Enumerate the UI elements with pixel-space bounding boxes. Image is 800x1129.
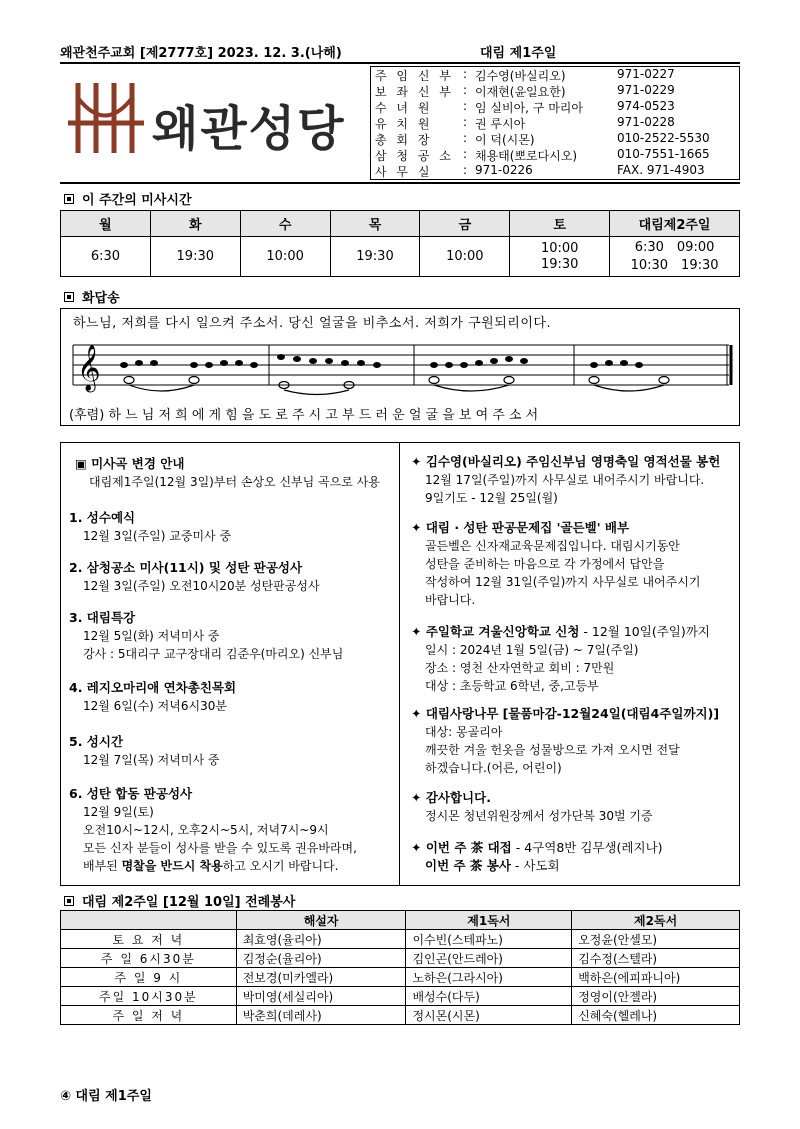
- notice-line: 장소 : 영천 산자연학교 회비 : 7만원: [425, 661, 615, 675]
- notice-title: 6. 성탄 합동 판공성사: [69, 786, 193, 801]
- mass-times-title: 이 주간의 미사시간: [82, 193, 192, 208]
- notice-line: 9일기도 - 12월 25일(월): [425, 491, 558, 505]
- second-reader: 백하은(에피파니아): [572, 968, 740, 987]
- commentator: 전보경(미카엘라): [236, 968, 406, 987]
- first-reader: 정시몬(시몬): [406, 1006, 572, 1025]
- day-header: 금: [420, 211, 510, 237]
- notice-item: [69, 559, 320, 595]
- bulletin-header: [60, 40, 740, 62]
- notice-item: [411, 789, 653, 825]
- liturgy-title: 대림 제2주일 [12월 10일] 전례봉사: [82, 895, 296, 910]
- notice-item: [411, 519, 700, 609]
- second-reader: 정영이(안젤라): [572, 987, 740, 1006]
- commentator: 박춘희(데레사): [236, 1006, 406, 1025]
- day-header: 목: [330, 211, 420, 237]
- notice-line: 강사 : 5대리구 교구장대리 김준우(마리오) 신부님: [83, 647, 344, 661]
- notice-item: [411, 623, 710, 695]
- staff-tel: 974-0523: [617, 99, 675, 113]
- notice-title: ✦ 대림 · 성탄 판공문제집 '골든벨' 배부: [411, 520, 630, 535]
- notice-line: 12월 7일(목) 저녁미사 중: [83, 753, 220, 767]
- page-footer: ④ 대림 제1주일: [60, 1089, 152, 1104]
- notice-title: ✦ 김수영(바실리오) 주임신부님 영명축일 영적선물 봉헌: [411, 454, 721, 469]
- mass-slot: 주 일 9 시: [61, 968, 237, 987]
- column-header: [61, 911, 237, 930]
- notice-item: [75, 455, 380, 491]
- notice-line: 성탄을 준비하는 마음으로 각 가정에서 답안을: [425, 557, 665, 571]
- commentator: 박미영(세실리아): [236, 987, 406, 1006]
- mass-slot: 주일 10시30분: [61, 987, 237, 1006]
- psalm-box: [60, 308, 740, 426]
- liturgy-table: [60, 910, 740, 1025]
- notice-title: 2. 삼청공소 미사(11시) 및 성탄 판공성사: [69, 560, 303, 575]
- notice-line: 정시몬 청년위원장께서 성가단복 30벌 기증: [425, 809, 653, 823]
- notice-line: 일시 : 2024년 1월 5일(금) ~ 7일(주일): [425, 643, 639, 657]
- notice-text: 배부된: [83, 859, 122, 873]
- notice-title-suffix: - 4구역8반 김무생(레지나): [511, 840, 663, 855]
- notice-title: ✦ 이번 주 茶 대접: [411, 840, 512, 855]
- table-row: [61, 968, 740, 987]
- mass-times-table: [60, 210, 740, 277]
- psalm-lyric: (후렴) 하 느 님 저 희 에 게 힘 을 도 로 주 시 고 부 드 러 운 얼 굴 을 보 여 주 소 서: [69, 408, 539, 423]
- notice-line: 12월 9일(토): [83, 805, 154, 819]
- day-header: 화: [150, 211, 240, 237]
- notice-title-row: [411, 839, 663, 857]
- notice-line: 12월 3일(주일) 교중미사 중: [83, 529, 232, 543]
- notice-title: 1. 성수예식: [69, 510, 136, 525]
- staff-row: 유 치 원 : 권 루시아 971-0228: [375, 115, 675, 131]
- commentator: 김정순(율리아): [236, 949, 406, 968]
- staff-directory: [370, 66, 740, 180]
- notice-title: 이번 주 茶 봉사: [425, 858, 511, 873]
- notice-title: ✦ 주일학교 겨울신앙학교 신청: [411, 624, 580, 639]
- day-header: 대림제2주일: [610, 211, 740, 237]
- staff-name: 권 루시아: [475, 117, 526, 131]
- notice-line-emphasis: [69, 857, 357, 875]
- second-reader: 김수정(스텔라): [572, 949, 740, 968]
- staff-name: 971-0226: [475, 163, 533, 177]
- staff-name: 이 덕(시몬): [475, 133, 535, 147]
- column-header: 제1독서: [406, 911, 572, 930]
- notice-line: 깨끗한 겨울 헌옷을 성물방으로 가져 오시면 전달: [425, 743, 680, 757]
- logo-text: 왜관성당: [152, 101, 346, 157]
- notice-line: 바랍니다.: [425, 593, 476, 607]
- header-bottom-rule: [60, 182, 740, 184]
- psalm-heading: [64, 287, 120, 306]
- psalm-text: 하느님, 저희를 다시 일으켜 주소서. 당신 얼굴을 비추소서. 저희가 구원되리이다.: [73, 316, 552, 331]
- crossed-reeds-logo-icon: [68, 78, 148, 168]
- notice-item: [69, 733, 219, 769]
- notice-item: [69, 609, 343, 663]
- mass-slot: 주 일 6시30분: [61, 949, 237, 968]
- staff-row: 사 무 실 : 971-0226 FAX. 971-4903: [375, 163, 705, 179]
- header-rule: [60, 62, 740, 64]
- notices-box: [60, 442, 740, 886]
- parish-logo: [62, 66, 367, 180]
- staff-tel: 010-2522-5530: [617, 131, 710, 145]
- notice-item: [69, 509, 231, 545]
- staff-tel: FAX. 971-4903: [617, 163, 705, 177]
- staff-role: 유 치 원: [375, 117, 433, 131]
- parish-issue: 왜관천주교회 [제2777호] 2023. 12. 3.(나해): [60, 46, 342, 61]
- day-header: 토: [510, 211, 610, 237]
- mass-time: 19:30: [150, 237, 240, 277]
- notice-line: 대상: 몽골리아: [425, 725, 503, 739]
- staff-tel: 971-0229: [617, 83, 675, 97]
- notice-line: 모든 신자 분들이 성사를 받을 수 있도록 권유바라며,: [83, 841, 357, 855]
- staff-role: 총 회 장: [375, 133, 433, 147]
- staff-name: 김수영(바실리오): [475, 69, 566, 83]
- staff-name: 이재현(윤일요한): [475, 85, 566, 99]
- mass-slot: 주 일 저 녁: [61, 1006, 237, 1025]
- notice-title: ▣ 미사곡 변경 안내: [75, 456, 185, 471]
- notice-item: [69, 679, 236, 715]
- notice-title: 3. 대림특강: [69, 610, 136, 625]
- notice-title-suffix: - 사도회: [510, 858, 560, 873]
- column-header: 해설자: [236, 911, 406, 930]
- first-reader: 이수빈(스테파노): [406, 930, 572, 949]
- staff-role: 삼 청 공 소: [375, 149, 454, 163]
- mass-time: 10:00 19:30: [510, 237, 610, 277]
- notice-bold-text: 명찰을 반드시 착용: [121, 859, 223, 873]
- section-square-icon: [64, 194, 74, 204]
- notice-line: 12월 17일(주일)까지 사무실로 내어주시기 바랍니다.: [425, 473, 705, 487]
- notice-title: 4. 레지오마리애 연차총친목회: [69, 680, 237, 695]
- notice-title: 5. 성시간: [69, 734, 124, 749]
- day-header: 수: [240, 211, 330, 237]
- staff-row: 주 임 신 부 : 김수영(바실리오) 971-0227: [375, 67, 675, 83]
- liturgical-week: 대림 제1주일: [480, 46, 557, 61]
- section-square-icon: [64, 896, 74, 906]
- staff-role: 보 좌 신 부: [375, 85, 454, 99]
- commentator: 최효영(율리아): [236, 930, 406, 949]
- notice-item: [411, 453, 720, 507]
- staff-role: 사 무 실: [375, 165, 433, 179]
- music-staff-icon: [69, 335, 733, 401]
- notice-line: 오전10시~12시, 오후2시~5시, 저녁7시~9시: [83, 823, 329, 837]
- mass-time: 6:30: [61, 237, 151, 277]
- staff-role: 수 녀 원: [375, 101, 433, 115]
- liturgy-heading: [64, 891, 295, 910]
- notice-line: 12월 3일(주일) 오전10시20분 성탄판공성사: [83, 579, 320, 593]
- notice-text: 하고 오시기 바랍니다.: [222, 859, 339, 873]
- staff-tel: 971-0227: [617, 67, 675, 81]
- notice-title-suffix: - 12월 10일(주일)까지: [579, 624, 710, 639]
- notice-line: 대상 : 초등학교 6학년, 중,고등부: [425, 679, 599, 693]
- notice-line: 하겠습니다.(어른, 어린이): [425, 761, 562, 775]
- notice-title: ✦ 대림사랑나무 [물품마감-12월24일(대림4주일까지)]: [411, 706, 720, 721]
- psalm-title: 화답송: [82, 291, 120, 306]
- staff-row: 보 좌 신 부 : 이재현(윤일요한) 971-0229: [375, 83, 675, 99]
- table-row: [61, 987, 740, 1006]
- mass-time: 6:30 09:00 10:30 19:30: [610, 237, 740, 277]
- notice-title-row: [411, 857, 663, 875]
- notice-line: 골든벨은 신자재교육문제집입니다. 대림시기동안: [425, 539, 680, 553]
- first-reader: 배성수(다두): [406, 987, 572, 1006]
- notice-line: 작성하여 12월 31일(주일)까지 사무실로 내어주시기: [425, 575, 701, 589]
- second-reader: 신혜숙(헬레나): [572, 1006, 740, 1025]
- staff-role: 주 임 신 부: [375, 69, 454, 83]
- staff-row: 총 회 장 : 이 덕(시몬) 010-2522-5530: [375, 131, 710, 147]
- mass-time: 19:30: [330, 237, 420, 277]
- column-header: 제2독서: [572, 911, 740, 930]
- staff-name: 임 실비아, 구 마리아: [475, 101, 583, 115]
- notice-item: [411, 839, 663, 875]
- mass-time: 10:00: [420, 237, 510, 277]
- notice-title: ✦ 감사합니다.: [411, 790, 491, 805]
- notice-line: 대림제1주일(12월 3일)부터 손상오 신부님 곡으로 사용: [89, 475, 380, 489]
- notice-item: [411, 705, 719, 777]
- staff-name: 채용태(뽀로다시오): [475, 149, 578, 163]
- column-divider: [399, 443, 400, 885]
- first-reader: 김인곤(안드레아): [406, 949, 572, 968]
- first-reader: 노하은(그라시아): [406, 968, 572, 987]
- svg-text:𝄞: 𝄞: [77, 345, 101, 391]
- notice-line: 12월 6일(수) 저녁6시30분: [83, 699, 227, 713]
- staff-row: 수 녀 원 : 임 실비아, 구 마리아 974-0523: [375, 99, 675, 115]
- mass-time: 10:00: [240, 237, 330, 277]
- second-reader: 오정윤(안셀모): [572, 930, 740, 949]
- table-row: [61, 930, 740, 949]
- section-square-icon: [64, 292, 74, 302]
- notice-line: 12월 5일(화) 저녁미사 중: [83, 629, 220, 643]
- notice-item: [69, 785, 357, 875]
- notice-title-row: [411, 623, 710, 641]
- mass-slot: 토 요 저 녁: [61, 930, 237, 949]
- table-row: [61, 949, 740, 968]
- mass-times-heading: [64, 189, 192, 208]
- day-header: 월: [61, 211, 151, 237]
- table-row: [61, 1006, 740, 1025]
- staff-tel: 971-0228: [617, 115, 675, 129]
- staff-row: 삼 청 공 소 : 채용태(뽀로다시오) 010-7551-1665: [375, 147, 710, 163]
- staff-tel: 010-7551-1665: [617, 147, 710, 161]
